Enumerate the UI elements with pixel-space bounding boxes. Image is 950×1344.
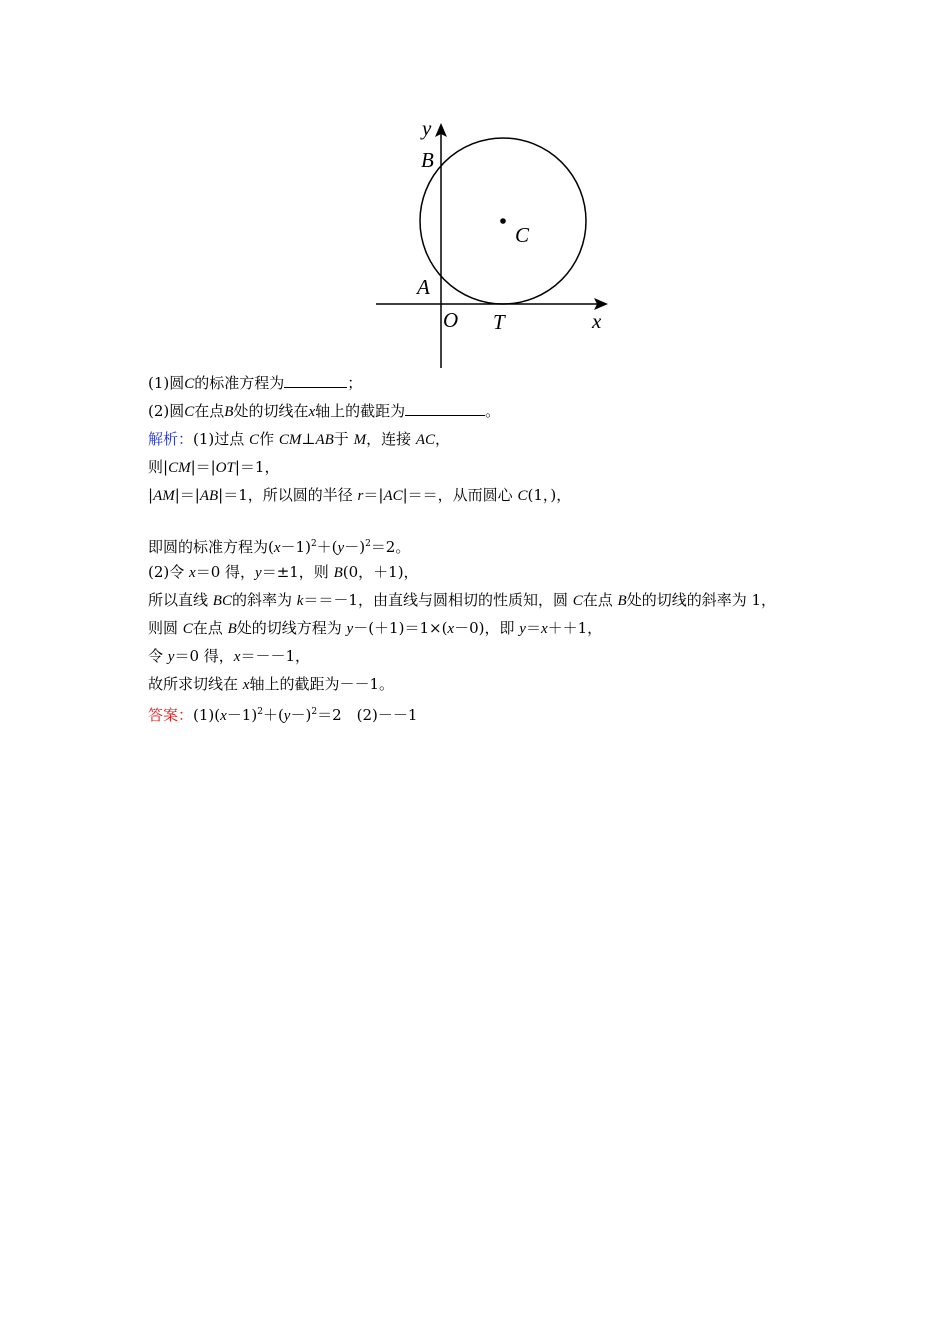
origin-label-o: O <box>443 308 459 332</box>
solution-line-1: 解析：(1)过点 C作 CM⊥AB于 M，连接 AC， <box>148 430 451 448</box>
solution-line-3: |AM|＝|AB|＝1，所以圆的半径 r＝|AC|＝＝，从而圆心 C(1，)， <box>148 486 572 504</box>
axis-label-x: x <box>592 309 602 333</box>
point-label-t: T <box>493 310 505 334</box>
solution-line-9: 故所求切线在 x轴上的截距为－－1。 <box>148 675 394 693</box>
solution-line-2: 则|CM|＝|OT|＝1， <box>148 458 280 476</box>
axis-label-y: y <box>422 116 432 140</box>
solution-line-4: 即圆的标准方程为$(x-1)^2+(y-)^2=2$。 <box>148 538 411 556</box>
answer-blank-2 <box>405 401 485 416</box>
answer-blank-1 <box>284 373 347 388</box>
answer-label: 答案： <box>148 706 194 724</box>
solution-line-5: (2)令 x＝0 得，y＝±1，则 B(0，＋1)， <box>148 563 419 581</box>
solution-line-7: 则圆 C在点 B处的切线方程为 y－(＋1)＝1×(x－0)，即 y＝x＋＋1， <box>148 619 603 637</box>
coordinate-figure <box>370 112 620 374</box>
center-c-dot <box>500 218 506 224</box>
point-label-c: C <box>515 223 530 247</box>
solution-line-6: 所以直线 BC的斜率为 k＝＝－1，由直线与圆相切的性质知，圆 C在点 B处的切线的斜率为 1， <box>148 591 777 609</box>
point-label-a: A <box>417 275 430 299</box>
question-2: (2)圆C在点B处的切线在x轴上的截距为 。 <box>148 402 501 420</box>
question-1: (1)圆C的标准方程为 ； <box>148 374 363 392</box>
answer-line: 答案：$(1)(x-1)^2+(y-)^2=2$ (2)－－1 <box>148 706 418 724</box>
point-label-b: B <box>421 148 434 172</box>
solution-line-8: 令 y＝0 得，x＝－－1， <box>148 647 310 665</box>
solution-label: 解析： <box>148 430 194 448</box>
